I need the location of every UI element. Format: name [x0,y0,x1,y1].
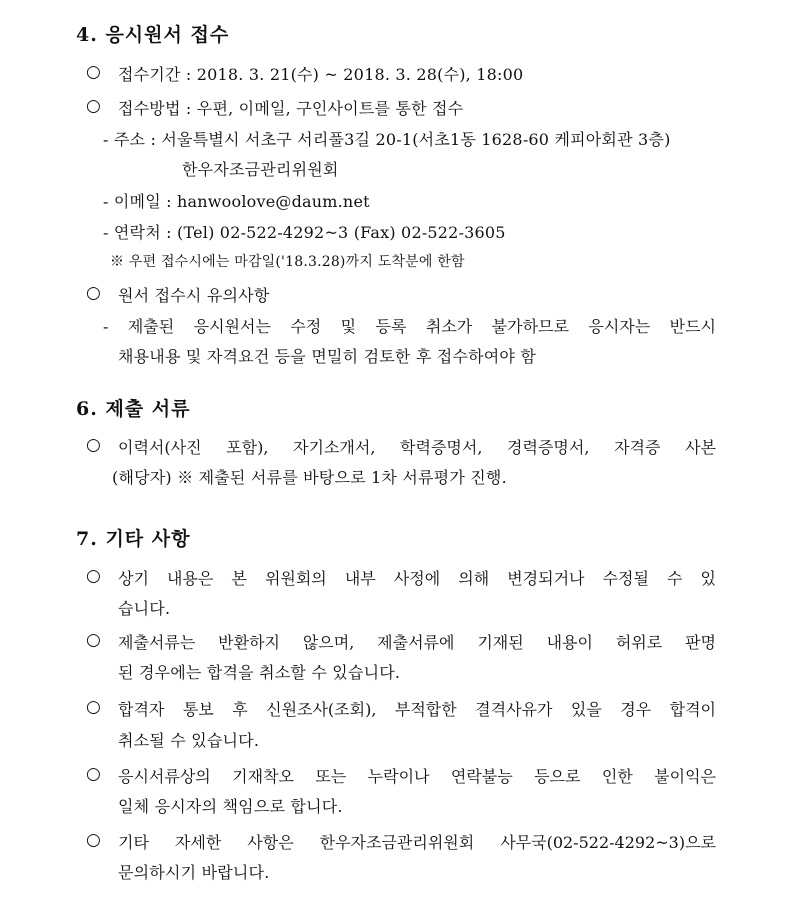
email-line: - 이메일 : hanwoolove@daum.net [103,192,370,211]
section-4-title: 4. 응시원서 접수 [76,24,230,46]
bullet-icon: ○ [86,764,101,784]
documents-line-1: 이력서(사진 포함), 자기소개서, 학력증명서, 경력증명서, 자격증 사본 [118,438,716,457]
mail-note: ※ 우편 접수시에는 마감일('18.3.28)까지 도착분에 한함 [110,254,465,270]
bullet-icon: ○ [86,830,101,850]
section-7-title: 7. 기타 사항 [76,528,191,550]
misc-item-4-line-1: 응시서류상의 기재착오 또는 누락이나 연락불능 등으로 인한 불이익은 [118,767,716,786]
contact-line: - 연락처 : (Tel) 02-522-4292~3 (Fax) 02-522-3605 [103,223,506,242]
bullet-icon: ○ [86,96,101,116]
misc-item-1-line-2: 습니다. [118,599,171,618]
bullet-icon: ○ [86,62,101,82]
bullet-icon: ○ [86,697,101,717]
bullet-icon: ○ [86,630,101,650]
misc-item-5-line-1: 기타 자세한 사항은 한우자조금관리위원회 사무국(02-522-4292~3)으로 [118,833,716,852]
address-org-line: 한우자조금관리위원회 [182,160,339,179]
method-line: 접수방법 : 우편, 이메일, 구인사이트를 통한 접수 [118,99,464,118]
misc-item-2-line-2: 된 경우에는 합격을 취소할 수 있습니다. [118,663,401,682]
bullet-icon: ○ [86,566,101,586]
caution-line-1: - 제출된 응시원서는 수정 및 등록 취소가 불가하므로 응시자는 반드시 [103,317,716,336]
caution-line-2: 채용내용 및 자격요건 등을 면밀히 검토한 후 접수하여야 함 [118,347,537,366]
period-line: 접수기간 : 2018. 3. 21(수) ~ 2018. 3. 28(수), 18:00 [118,65,524,84]
section-6-title: 6. 제출 서류 [76,398,191,420]
caution-title: 원서 접수시 유의사항 [118,286,270,305]
address-line: - 주소 : 서울특별시 서초구 서리풀3길 20-1(서초1동 1628-60 케피아회관 3층) [103,130,671,149]
misc-item-3-line-2: 취소될 수 있습니다. [118,731,260,750]
misc-item-2-line-1: 제출서류는 반환하지 않으며, 제출서류에 기재된 내용이 허위로 판명 [118,633,716,652]
misc-item-5-line-2: 문의하시기 바랍니다. [118,863,270,882]
bullet-icon: ○ [86,283,101,303]
bullet-icon: ○ [86,435,101,455]
misc-item-3-line-1: 합격자 통보 후 신원조사(조회), 부적합한 결격사유가 있을 경우 합격이 [118,700,716,719]
documents-line-2: (해당자) ※ 제출된 서류를 바탕으로 1차 서류평가 진행. [112,468,507,487]
misc-item-1-line-1: 상기 내용은 본 위원회의 내부 사정에 의해 변경되거나 수정될 수 있 [118,569,716,588]
misc-item-4-line-2: 일체 응시자의 책임으로 합니다. [118,797,343,816]
